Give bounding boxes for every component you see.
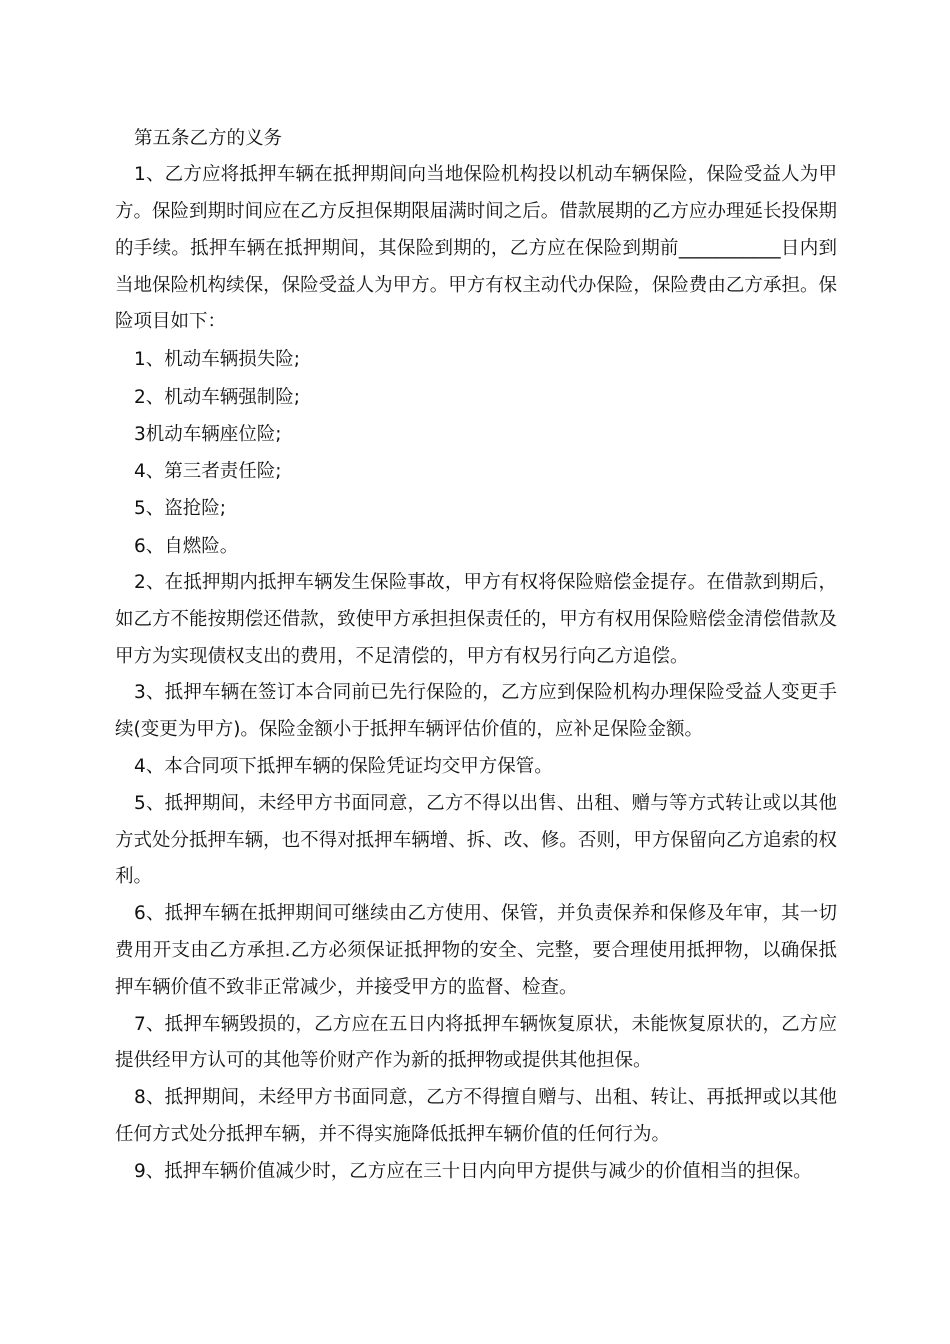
paragraph-6: 6、抵押车辆在抵押期间可继续由乙方使用、保管，并负责保养和保修及年审，其一切费用开支由乙方承担.乙方必须保证抵押物的安全、完整，要合理使用抵押物，以确保抵押车辆价值不致非正常减少，并接受甲方的监督、检查。 <box>115 903 837 998</box>
paragraph-1: 1、乙方应将抵押车辆在抵押期间向当地保险机构投以机动车辆保险，保险受益人为甲方。保险到期时间应在乙方反担保期限届满时间之后。借款展期的乙方应办理延长投保期的手续。抵押车辆在抵押期间，其保险到期的，乙方应在保险到期前___________日内到当地保险机构续保，保险受益人为甲方。甲方有权主动代办保险，保险费由乙方承担。保险项目如下： <box>115 164 837 333</box>
paragraph-4: 4、本合同项下抵押车辆的保险凭证均交甲方保管。 <box>134 756 553 778</box>
paragraph-2: 2、在抵押期内抵押车辆发生保险事故，甲方有权将保险赔偿金提存。在借款到期后，如乙方不能按期偿还借款，致使甲方承担担保责任的，甲方有权用保险赔偿金清偿借款及甲方为实现债权支出的费用，不足清偿的，甲方有权另行向乙方追偿。 <box>115 572 837 667</box>
insurance-item-6: 6、自燃险。 <box>134 535 239 557</box>
insurance-item-1: 1、机动车辆损失险; <box>134 349 301 371</box>
paragraph-3: 3、抵押车辆在签订本合同前已先行保险的，乙方应到保险机构办理保险受益人变更手续(变更为甲方)。保险金额小于抵押车辆评估价值的，应补足保险金额。 <box>115 682 837 741</box>
insurance-item-3: 3机动车辆座位险; <box>134 423 282 445</box>
section-heading: 第五条乙方的义务 <box>134 128 283 149</box>
insurance-item-5: 5、盗抢险; <box>134 498 227 520</box>
paragraph-9: 9、抵押车辆价值减少时，乙方应在三十日内向甲方提供与减少的价值相当的担保。 <box>134 1160 812 1182</box>
paragraph-7: 7、抵押车辆毁损的，乙方应在五日内将抵押车辆恢复原状，未能恢复原状的，乙方应提供经甲方认可的其他等价财产作为新的抵押物或提供其他担保。 <box>115 1013 837 1072</box>
paragraph-5: 5、抵押期间，未经甲方书面同意，乙方不得以出售、出租、赠与等方式转让或以其他方式处分抵押车辆，也不得对抵押车辆增、拆、改、修。否则，甲方保留向乙方追索的权利。 <box>115 792 837 888</box>
paragraph-8: 8、抵押期间，未经甲方书面同意，乙方不得擅自赠与、出租、转让、再抵押或以其他任何方式处分抵押车辆，并不得实施降低抵押车辆价值的任何行为。 <box>115 1087 837 1146</box>
insurance-item-4: 4、第三者责任险; <box>134 461 282 483</box>
document-page <box>115 120 837 1191</box>
insurance-item-2: 2、机动车辆强制险; <box>134 386 301 408</box>
